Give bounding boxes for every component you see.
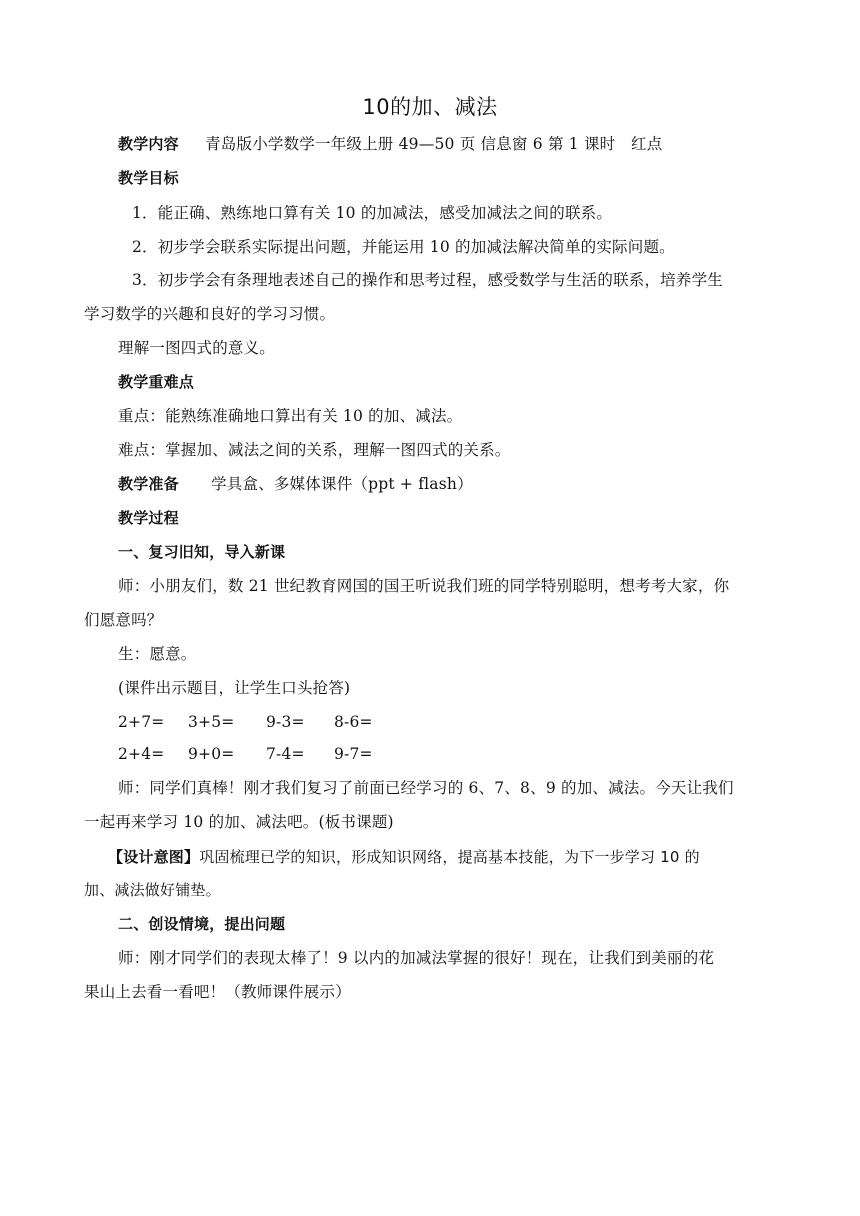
design-intent-line bbox=[108, 847, 784, 867]
teaching-content-label: 教学内容 bbox=[118, 135, 179, 153]
exercise-item: 3+5= bbox=[188, 713, 235, 731]
goal-item-continued: 学习数学的兴趣和良好的学习习惯。 bbox=[84, 305, 336, 323]
paragraph-line: (课件出示题目，让学生口头抢答) bbox=[118, 679, 351, 697]
teaching-content-text: 青岛版小学数学一年级上册 49—50 页 信息窗 6 第 1 课时 红点 bbox=[205, 135, 663, 153]
teaching-content-line bbox=[118, 134, 784, 154]
paragraph-line: 们愿意吗？ bbox=[84, 611, 163, 629]
prep-line bbox=[118, 474, 784, 494]
paragraph-line: 一起再来学习 10 的加、减法吧。(板书课题) bbox=[84, 813, 394, 831]
goals-heading: 教学目标 bbox=[118, 169, 179, 187]
exercise-item: 8-6= bbox=[334, 713, 373, 731]
goal-item: 2．初步学会联系实际提出问题，并能运用 10 的加减法解决简单的实际问题。 bbox=[132, 238, 675, 256]
paragraph-line: 师：同学们真棒！刚才我们复习了前面已经学习的 6、7、8、9 的加、减法。今天让我们 bbox=[118, 779, 734, 797]
paragraph-line: 师：刚才同学们的表现太棒了！9 以内的加减法掌握的很好！现在，让我们到美丽的花 bbox=[118, 949, 715, 967]
exercise-item: 2+7= bbox=[118, 713, 165, 731]
keypoints-heading: 教学重难点 bbox=[118, 373, 195, 391]
paragraph-line: 果山上去看一看吧！（教师课件展示） bbox=[84, 983, 351, 1001]
design-intent-continued: 加、减法做好铺垫。 bbox=[84, 881, 221, 899]
design-intent-text: 巩固梳理已学的知识，形成知识网络，提高基本技能，为下一步学习 10 的 bbox=[199, 848, 700, 866]
process-heading: 教学过程 bbox=[118, 509, 179, 527]
exercise-item: 9+0= bbox=[188, 745, 235, 763]
exercise-item: 7-4= bbox=[266, 745, 305, 763]
document-title: 10的加、减法 bbox=[362, 95, 498, 119]
goal-item: 1．能正确、熟练地口算有关 10 的加减法，感受加减法之间的联系。 bbox=[132, 204, 613, 222]
design-intent-label: 【设计意图】 bbox=[108, 848, 200, 866]
exercise-item: 2+4= bbox=[118, 745, 165, 763]
exercise-item: 9-7= bbox=[334, 745, 373, 763]
goal-item: 3．初步学会有条理地表述自己的操作和思考过程，感受数学与生活的联系，培养学生 bbox=[132, 271, 723, 289]
exercise-item: 9-3= bbox=[266, 713, 305, 731]
prep-text: 学具盒、多媒体课件（ppt + flash） bbox=[211, 475, 473, 493]
paragraph-line: 师：小朋友们，数 21 世纪教育网国的国王听说我们班的同学特别聪明，想考考大家，你 bbox=[118, 577, 730, 595]
paragraph-line: 生：愿意。 bbox=[118, 645, 197, 663]
section-heading: 二、创设情境，提出问题 bbox=[118, 915, 286, 933]
keypoint-difficulty: 难点：掌握加、减法之间的关系，理解一图四式的关系。 bbox=[118, 441, 511, 459]
exercise-row bbox=[118, 744, 784, 764]
prep-label: 教学准备 bbox=[118, 475, 179, 493]
keypoint-focus: 重点：能熟练准确地口算出有关 10 的加、减法。 bbox=[118, 407, 463, 425]
section-heading: 一、复习旧知，导入新课 bbox=[118, 543, 286, 561]
exercise-row bbox=[118, 712, 784, 732]
goal-item: 理解一图四式的意义。 bbox=[118, 339, 276, 357]
